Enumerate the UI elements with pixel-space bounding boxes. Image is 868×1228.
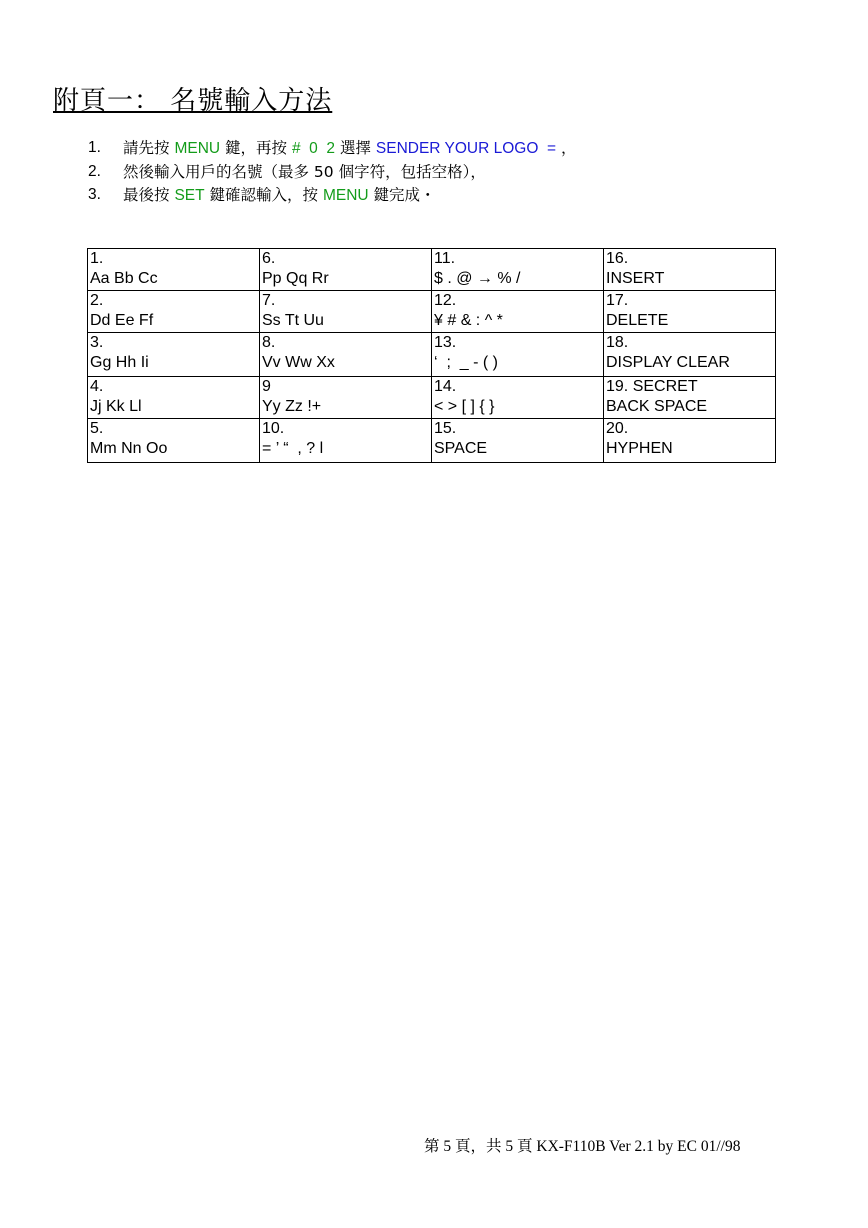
table-row xyxy=(88,249,776,291)
cell-chars: ¥ # & : ^ * xyxy=(434,312,503,329)
cell-chars: HYPHEN xyxy=(606,440,673,457)
table-cell xyxy=(260,333,432,377)
cell-chars: = ’ “ , ? l xyxy=(262,440,324,457)
cell-number: 6. xyxy=(262,250,276,267)
cell-chars: Pp Qq Rr xyxy=(262,270,329,287)
cell-number: 3. xyxy=(90,334,104,351)
instruction-step-3 xyxy=(88,184,788,208)
cell-number: 14. xyxy=(434,378,457,395)
cell-chars: Mm Nn Oo xyxy=(90,440,168,457)
page-footer: 第 5 頁，共 5 頁 KX-F110B Ver 2.1 by EC 01//98 xyxy=(424,1138,741,1155)
cell-number: 4. xyxy=(90,378,104,395)
cell-chars: SPACE xyxy=(434,440,488,457)
table-cell xyxy=(88,419,260,463)
cell-chars: Yy Zz !+ xyxy=(262,398,322,415)
step-text-part: 鍵，再按 xyxy=(220,139,292,157)
table-cell xyxy=(604,333,776,377)
table-cell xyxy=(604,249,776,291)
character-code-table xyxy=(87,248,776,463)
table-row xyxy=(88,291,776,333)
cell-number: 7. xyxy=(262,292,276,309)
step-text xyxy=(123,184,436,207)
cell-number: 1. xyxy=(90,250,104,267)
table-row xyxy=(88,377,776,419)
cell-number: 10. xyxy=(262,420,285,437)
cell-chars: Jj Kk Ll xyxy=(90,398,142,415)
cell-number: 5. xyxy=(90,420,104,437)
instruction-list xyxy=(88,137,788,208)
instruction-step-1 xyxy=(88,137,788,161)
cell-number: 15. xyxy=(434,420,457,437)
table-cell xyxy=(88,377,260,419)
table-cell xyxy=(260,249,432,291)
step-text-part: ， xyxy=(556,139,577,157)
cell-number: 16. xyxy=(606,250,629,267)
cell-number: 8. xyxy=(262,334,276,351)
cell-chars: INSERT xyxy=(606,270,665,287)
key-sequence: # 0 2 xyxy=(291,140,336,157)
table-cell xyxy=(88,249,260,291)
cell-number: 11. xyxy=(434,250,456,267)
step-text-part: 請先按 xyxy=(123,139,175,157)
menu-key: MENU xyxy=(174,140,221,157)
cell-chars: Ss Tt Uu xyxy=(262,312,324,329)
table-cell xyxy=(604,377,776,419)
cell-number: 18. xyxy=(606,334,629,351)
cell-number: 20. xyxy=(606,420,629,437)
table-cell xyxy=(432,333,604,377)
step-text-part: 最後按 xyxy=(123,186,175,204)
cell-chars: DELETE xyxy=(606,312,669,329)
cell-chars: $ . @ → % / xyxy=(434,270,521,287)
step-number: 3. xyxy=(88,186,101,203)
table-cell xyxy=(260,291,432,333)
step-text-part: 選擇 xyxy=(335,139,376,157)
step-text: 然後輸入用戶的名號（最多 50 個字符，包括空格）， xyxy=(123,162,486,181)
table-cell xyxy=(432,377,604,419)
table-cell xyxy=(432,249,604,291)
table-row xyxy=(88,333,776,377)
cell-chars: < > [ ] { } xyxy=(434,398,495,415)
table-cell xyxy=(260,419,432,463)
table-row xyxy=(88,419,776,463)
table-cell xyxy=(432,419,604,463)
cell-chars: BACK SPACE xyxy=(606,398,708,415)
instruction-step-2 xyxy=(88,161,788,185)
step-text-part: 鍵完成・ xyxy=(368,186,436,204)
cell-number: 13. xyxy=(434,334,457,351)
menu-option: SENDER YOUR LOGO = xyxy=(375,140,557,157)
cell-number: 17. xyxy=(606,292,629,309)
table-cell xyxy=(604,291,776,333)
cell-chars: Gg Hh Ii xyxy=(90,354,149,371)
step-number: 1. xyxy=(88,139,101,156)
table-cell xyxy=(260,377,432,419)
cell-chars: Vv Ww Xx xyxy=(262,354,335,371)
table-cell xyxy=(88,333,260,377)
cell-chars: DISPLAY CLEAR xyxy=(606,354,730,371)
table-cell xyxy=(88,291,260,333)
cell-number: 12. xyxy=(434,292,457,309)
cell-chars: ‘ ; _ - ( ) xyxy=(434,354,498,371)
set-key: SET xyxy=(174,187,205,204)
cell-number: 2. xyxy=(90,292,104,309)
cell-chars: Aa Bb Cc xyxy=(90,270,158,287)
table-cell xyxy=(604,419,776,463)
menu-key: MENU xyxy=(322,187,369,204)
cell-number: 19. SECRET xyxy=(606,378,698,395)
step-text-part: 鍵確認輸入，按 xyxy=(204,186,323,204)
step-text xyxy=(123,137,577,160)
step-number: 2. xyxy=(88,162,101,180)
table-cell xyxy=(432,291,604,333)
cell-chars: Dd Ee Ff xyxy=(90,312,154,329)
cell-number: 9 xyxy=(262,378,271,395)
page-title: 附頁一： 名號輸入方法 xyxy=(53,86,333,116)
